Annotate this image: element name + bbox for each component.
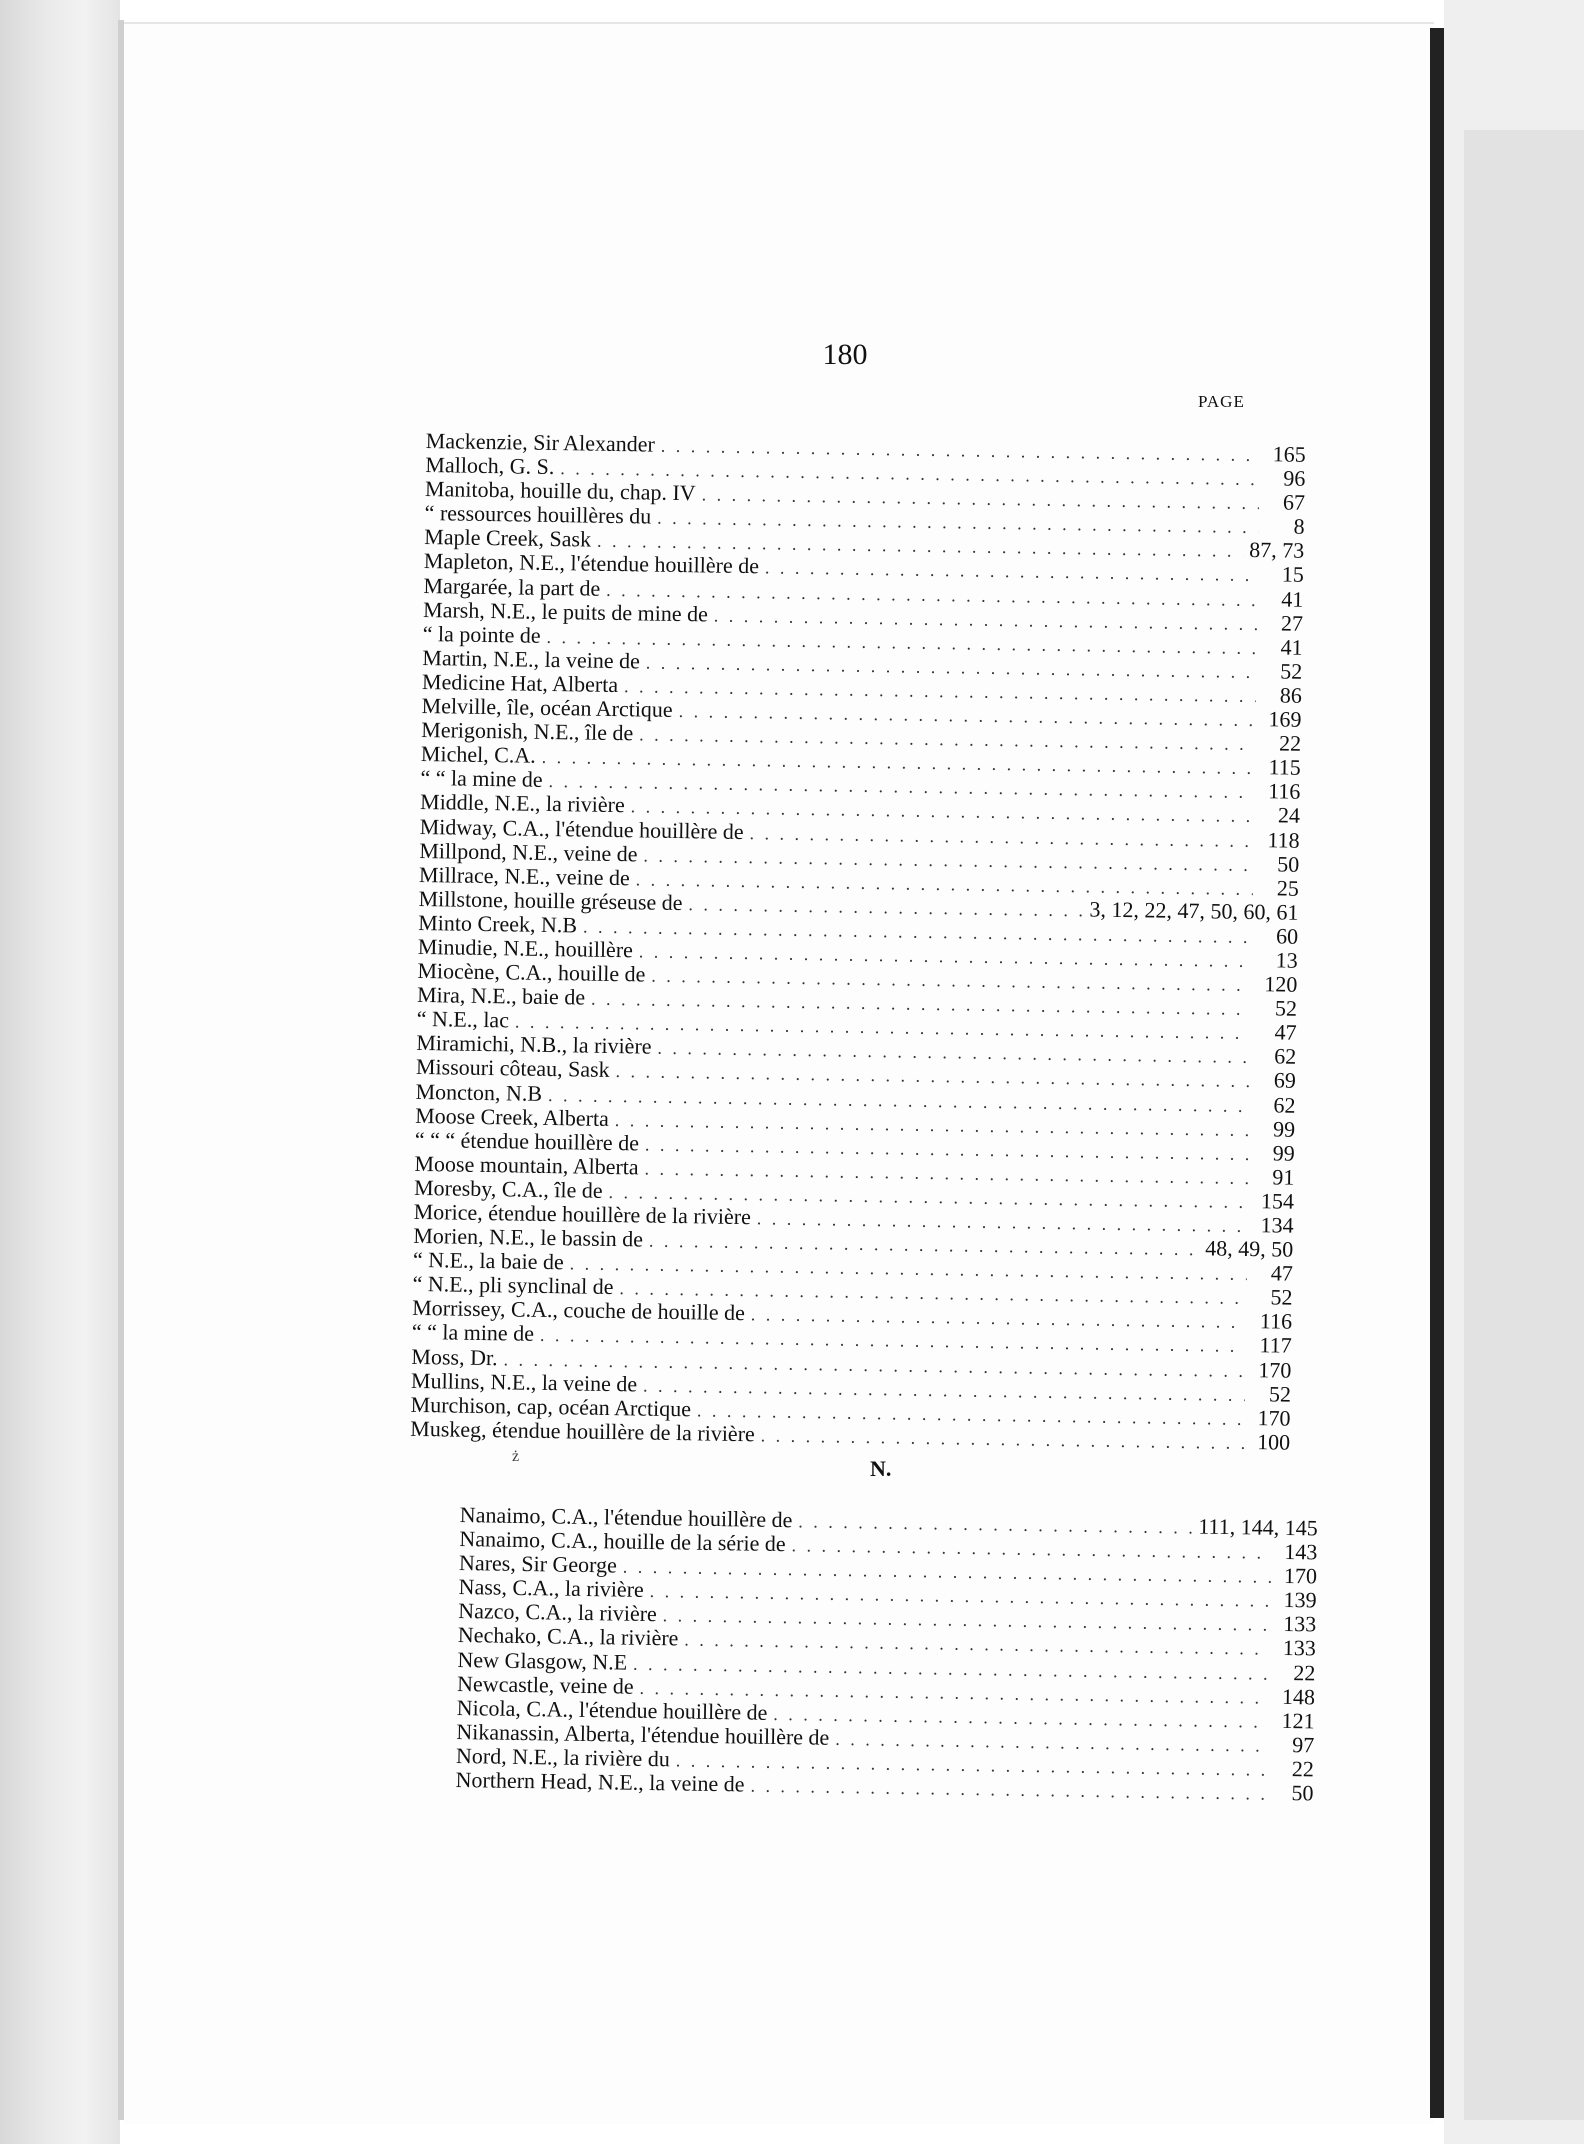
index-entry-page: 52 — [1280, 658, 1303, 684]
index-entry-page: 13 — [1275, 947, 1298, 973]
index-entry-text: Northern Head, N.E., la veine de — [455, 1766, 745, 1797]
index-entry-text: Nikanassin, Alberta, l'étendue houillère de — [456, 1718, 830, 1750]
index-entry-page: 97 — [1292, 1731, 1315, 1758]
index-entry-text: Nanaimo, C.A., houille de la série de — [459, 1526, 786, 1557]
index-entry-text: Morien, N.E., le bassin de — [413, 1222, 644, 1252]
index-entry-text: Mapleton, N.E., l'étendue houillère de — [423, 548, 760, 579]
index-entry-text: New Glasgow, N.E — [457, 1646, 628, 1675]
index-entry-page: 3, 12, 22, 47, 50, 60, 61 — [1089, 896, 1299, 925]
index-entry-page: 99 — [1272, 1116, 1296, 1142]
index-entry-page: 41 — [1281, 586, 1304, 612]
index-entry-text: Marsh, N.E., le puits de mine de — [422, 596, 709, 627]
index-entry-text: Manitoba, houille du, chap. IV — [424, 476, 696, 506]
index-entry-text: Minudie, N.E., houillère — [417, 933, 634, 963]
index-entry-page: 62 — [1273, 1091, 1296, 1118]
index-entry-page: 52 — [1268, 1381, 1292, 1407]
index-entry-page: 143 — [1284, 1539, 1318, 1565]
index-entry-text: Murchison, cap, océan Arctique — [410, 1391, 692, 1422]
index-entry-page: 170 — [1258, 1356, 1292, 1383]
index-entry-page: 47 — [1270, 1260, 1294, 1286]
index-entry-page: 22 — [1291, 1756, 1315, 1782]
index-entry-page: 100 — [1256, 1429, 1291, 1455]
index-entry-page: 69 — [1273, 1067, 1297, 1094]
index-entry-text: Melville, île, océan Arctique — [421, 692, 673, 722]
index-entry-page: 121 — [1281, 1707, 1315, 1734]
index-entry-text: Merigonish, N.E., île de — [421, 717, 634, 746]
index-entry-text: Nass, C.A., la rivière — [458, 1574, 644, 1603]
index-entry-page: 25 — [1276, 875, 1300, 901]
index-entry-page: 165 — [1272, 441, 1306, 467]
index-entry-text: Muskeg, étendue houillère de la rivière — [410, 1415, 755, 1447]
index-entry-text: Nechako, C.A., la rivière — [457, 1622, 679, 1651]
index-entry-page: 50 — [1277, 851, 1300, 877]
index-list-m — [410, 428, 1306, 1454]
index-entry-text: “ “ “ étendue houillère de — [414, 1126, 640, 1156]
index-entry-text: Moresby, C.A., île de — [413, 1174, 603, 1203]
index-entry-text: Mackenzie, Sir Alexander — [425, 428, 656, 457]
index-entry-text: Millstone, houille gréseuse de — [418, 885, 683, 915]
index-entry-page: 22 — [1293, 1659, 1316, 1686]
index-entry-text: Mullins, N.E., la veine de — [410, 1367, 638, 1397]
index-entry-text: “ N.E., pli synclinal de — [412, 1271, 614, 1300]
index-entry-page: 116 — [1259, 1308, 1293, 1335]
index-entry-page: 170 — [1257, 1404, 1291, 1431]
index-entry-page: 91 — [1272, 1164, 1295, 1190]
index-list-n — [455, 1502, 1317, 1805]
index-entry-text: Morice, étendue houillère de la rivière — [413, 1198, 752, 1230]
index-entry-page: 169 — [1268, 706, 1302, 732]
index-entry-text: Medicine Hat, Alberta — [421, 668, 619, 697]
index-entry-page: 148 — [1281, 1683, 1316, 1710]
index-entry-text: Malloch, G. S. — [425, 452, 555, 480]
index-entry-text: “ N.E., lac — [416, 1006, 510, 1033]
index-entry-page: 8 — [1293, 513, 1305, 540]
index-entry-page: 120 — [1264, 971, 1298, 997]
index-entry-page: 170 — [1283, 1563, 1318, 1589]
index-entry-text: Midway, C.A., l'étendue houillère de — [419, 813, 744, 844]
index-entry-page: 60 — [1275, 923, 1299, 949]
index-entry-text: Moncton, N.B — [415, 1078, 543, 1106]
index-entry-page: 134 — [1260, 1212, 1294, 1238]
index-entry-text: Newcastle, veine de — [456, 1670, 634, 1699]
book-spine-edge — [1430, 28, 1444, 2118]
index-entry-page: 96 — [1283, 465, 1306, 491]
index-entry-page: 118 — [1267, 826, 1300, 853]
index-entry-page: 139 — [1283, 1587, 1317, 1613]
index-entry-text: Nanaimo, C.A., l'étendue houillère de — [459, 1502, 793, 1533]
index-entry-page: 117 — [1259, 1332, 1292, 1359]
index-entry-page: 52 — [1270, 1284, 1293, 1310]
index-entry-page: 115 — [1268, 754, 1301, 780]
index-entry-text: “ N.E., la baie de — [412, 1247, 564, 1275]
stray-mark: ż — [512, 1448, 520, 1465]
index-entry-text: Minto Creek, N.B — [418, 909, 578, 938]
index-entry-page: 116 — [1268, 778, 1301, 805]
index-entry-text: Michel, C.A. — [420, 741, 536, 768]
index-entry-text: Maple Creek, Sask — [424, 524, 592, 552]
index-entry-page: 99 — [1272, 1140, 1295, 1166]
index-entry-text: Millrace, N.E., veine de — [418, 861, 630, 890]
scan-right-inner — [1464, 130, 1584, 2120]
index-entry-text: Margarée, la part de — [423, 572, 601, 601]
index-entry-text: Missouri côteau, Sask — [415, 1054, 610, 1083]
section-letter-n: N. — [870, 1456, 892, 1481]
index-entry-text: Millpond, N.E., veine de — [419, 837, 638, 866]
index-entry-page: 41 — [1280, 634, 1303, 660]
index-entry-page: 154 — [1260, 1188, 1295, 1214]
index-entry-page: 52 — [1274, 995, 1298, 1021]
index-entry-page: 62 — [1274, 1043, 1297, 1070]
page-number: 180 — [822, 338, 868, 371]
index-entry-page: 133 — [1282, 1635, 1317, 1661]
index-entry-text: Mira, N.E., baie de — [416, 982, 586, 1010]
index-entry-page: 24 — [1277, 802, 1301, 829]
index-entry-text: Moss, Dr. — [411, 1343, 498, 1370]
scan-left-margin — [0, 0, 120, 2144]
index-entry-page: 50 — [1291, 1780, 1314, 1806]
index-entry-page: 133 — [1282, 1611, 1317, 1637]
index-entry-text: Miocène, C.A., houille de — [417, 957, 646, 987]
index-entry-page: 86 — [1279, 682, 1303, 708]
index-entry-text: Middle, N.E., la rivière — [419, 789, 625, 818]
page-column-heading: PAGE — [1198, 392, 1245, 411]
index-entry-text: “ “ la mine de — [420, 765, 543, 793]
index-entry-text: Moose Creek, Alberta — [415, 1102, 610, 1131]
index-entry-text: “ “ la mine de — [411, 1319, 535, 1347]
index-entry-page: 67 — [1282, 489, 1306, 516]
index-entry-page: 47 — [1274, 1019, 1297, 1045]
index-entry-text: Miramichi, N.B., la rivière — [416, 1030, 652, 1059]
index-entry-text: Moose mountain, Alberta — [414, 1150, 639, 1180]
index-entry-text: “ la pointe de — [422, 620, 541, 648]
index-entry-page: 111, 144, 145 — [1198, 1513, 1318, 1541]
index-entry-page: 87, 73 — [1248, 537, 1305, 564]
index-entry-page: 15 — [1281, 561, 1304, 588]
index-entry-text: Morrissey, C.A., couche de houille de — [411, 1295, 746, 1326]
index-entry-text: Nazco, C.A., la rivière — [458, 1598, 657, 1627]
index-entry-text: “ ressources houillères du — [424, 500, 652, 529]
index-entry-page: 27 — [1280, 610, 1304, 636]
index-entry-text: Nicola, C.A., l'étendue houillère de — [456, 1694, 768, 1725]
index-entry-page: 48, 49, 50 — [1205, 1235, 1294, 1262]
index-entry-text: Nares, Sir George — [458, 1550, 618, 1578]
index-entry-text: Martin, N.E., la veine de — [422, 644, 641, 674]
index-entry-text: Nord, N.E., la rivière du — [455, 1742, 671, 1772]
index-entry-page: 22 — [1278, 730, 1302, 756]
